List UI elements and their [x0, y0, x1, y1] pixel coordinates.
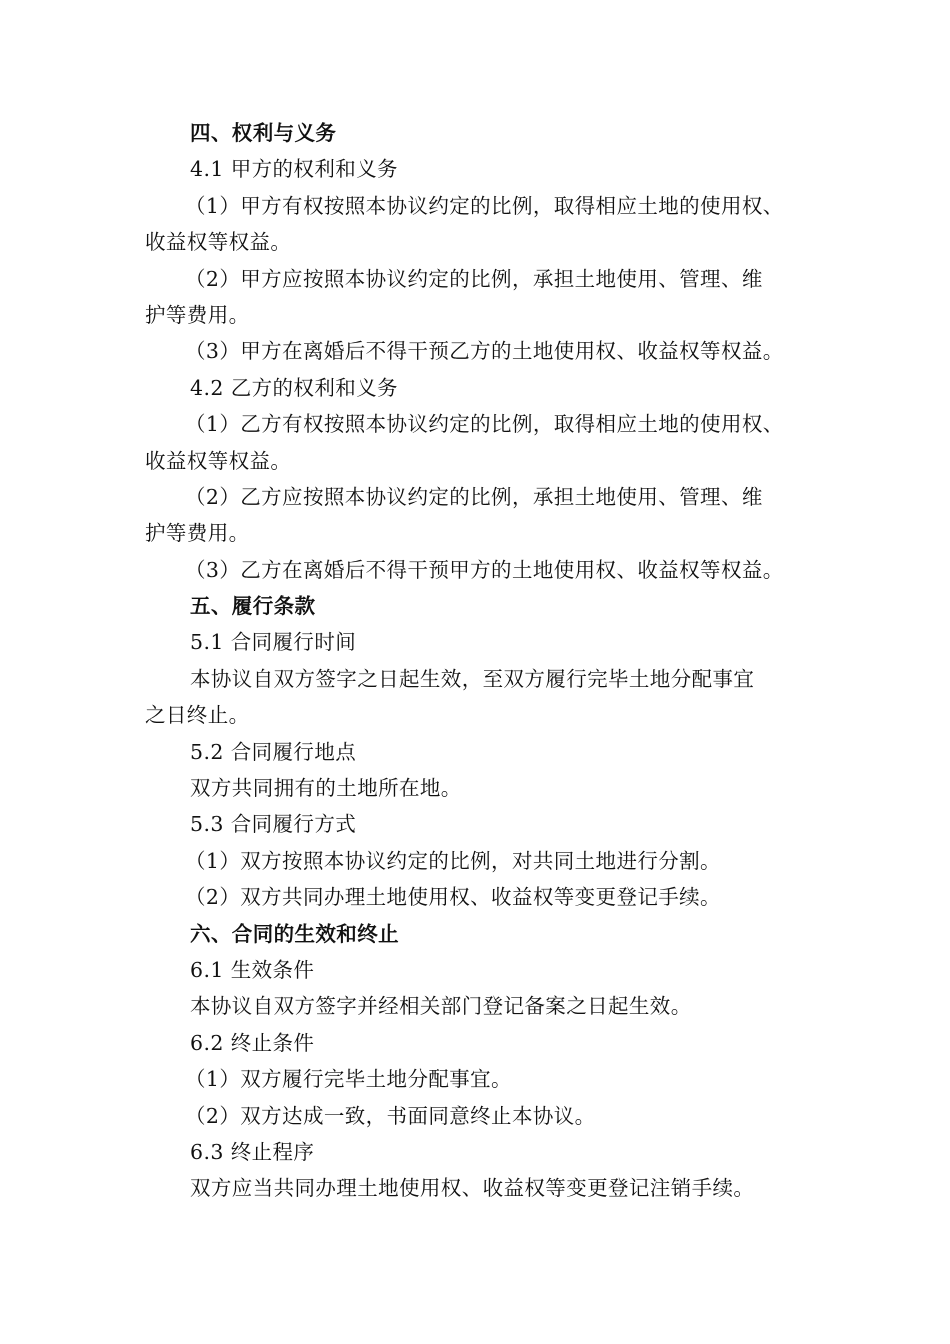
clause-4-1-1: （1）甲方有权按照本协议约定的比例，取得相应土地的使用权、	[185, 193, 784, 218]
subheading-6-1: 6.1 生效条件	[190, 957, 315, 982]
subheading-5-2: 5.2 合同履行地点	[190, 739, 357, 764]
paragraph-5-2: 双方共同拥有的土地所在地。	[190, 776, 462, 801]
clause-4-1-1-continued: 收益权等权益。	[145, 230, 292, 255]
clause-6-2-1: （1）双方履行完毕土地分配事宜。	[185, 1067, 512, 1092]
paragraph-5-1-continued: 之日终止。	[145, 703, 250, 728]
clause-5-3-1: （1）双方按照本协议约定的比例，对共同土地进行分割。	[185, 848, 721, 873]
clause-6-2-2: （2）双方达成一致，书面同意终止本协议。	[185, 1103, 596, 1128]
clause-4-1-3: （3）甲方在离婚后不得干预乙方的土地使用权、收益权等权益。	[185, 339, 784, 364]
subheading-5-1: 5.1 合同履行时间	[190, 630, 357, 655]
subheading-5-3: 5.3 合同履行方式	[190, 812, 357, 837]
section-heading-5: 五、履行条款	[190, 594, 316, 619]
subheading-6-3: 6.3 终止程序	[190, 1139, 315, 1164]
paragraph-6-3: 双方应当共同办理土地使用权、收益权等变更登记注销手续。	[190, 1176, 755, 1201]
subheading-6-2: 6.2 终止条件	[190, 1030, 315, 1055]
paragraph-5-1: 本协议自双方签字之日起生效，至双方履行完毕土地分配事宜	[190, 666, 755, 691]
clause-4-2-2: （2）乙方应按照本协议约定的比例，承担土地使用、管理、维	[185, 484, 763, 509]
document-page	[0, 115, 950, 1207]
subheading-4-1: 4.1 甲方的权利和义务	[190, 157, 398, 182]
clause-4-2-3: （3）乙方在离婚后不得干预甲方的土地使用权、收益权等权益。	[185, 557, 784, 582]
clause-4-2-1: （1）乙方有权按照本协议约定的比例，取得相应土地的使用权、	[185, 412, 784, 437]
clause-5-3-2: （2）双方共同办理土地使用权、收益权等变更登记手续。	[185, 885, 721, 910]
clause-4-2-1-continued: 收益权等权益。	[145, 448, 292, 473]
section-heading-4: 四、权利与义务	[190, 121, 337, 145]
clause-4-1-2: （2）甲方应按照本协议约定的比例，承担土地使用、管理、维	[185, 266, 763, 291]
section-heading-6: 六、合同的生效和终止	[190, 921, 399, 946]
subheading-4-2: 4.2 乙方的权利和义务	[190, 375, 398, 400]
clause-4-2-2-continued: 护等费用。	[145, 521, 250, 546]
paragraph-6-1: 本协议自双方签字并经相关部门登记备案之日起生效。	[190, 994, 692, 1019]
clause-4-1-2-continued: 护等费用。	[145, 302, 250, 327]
